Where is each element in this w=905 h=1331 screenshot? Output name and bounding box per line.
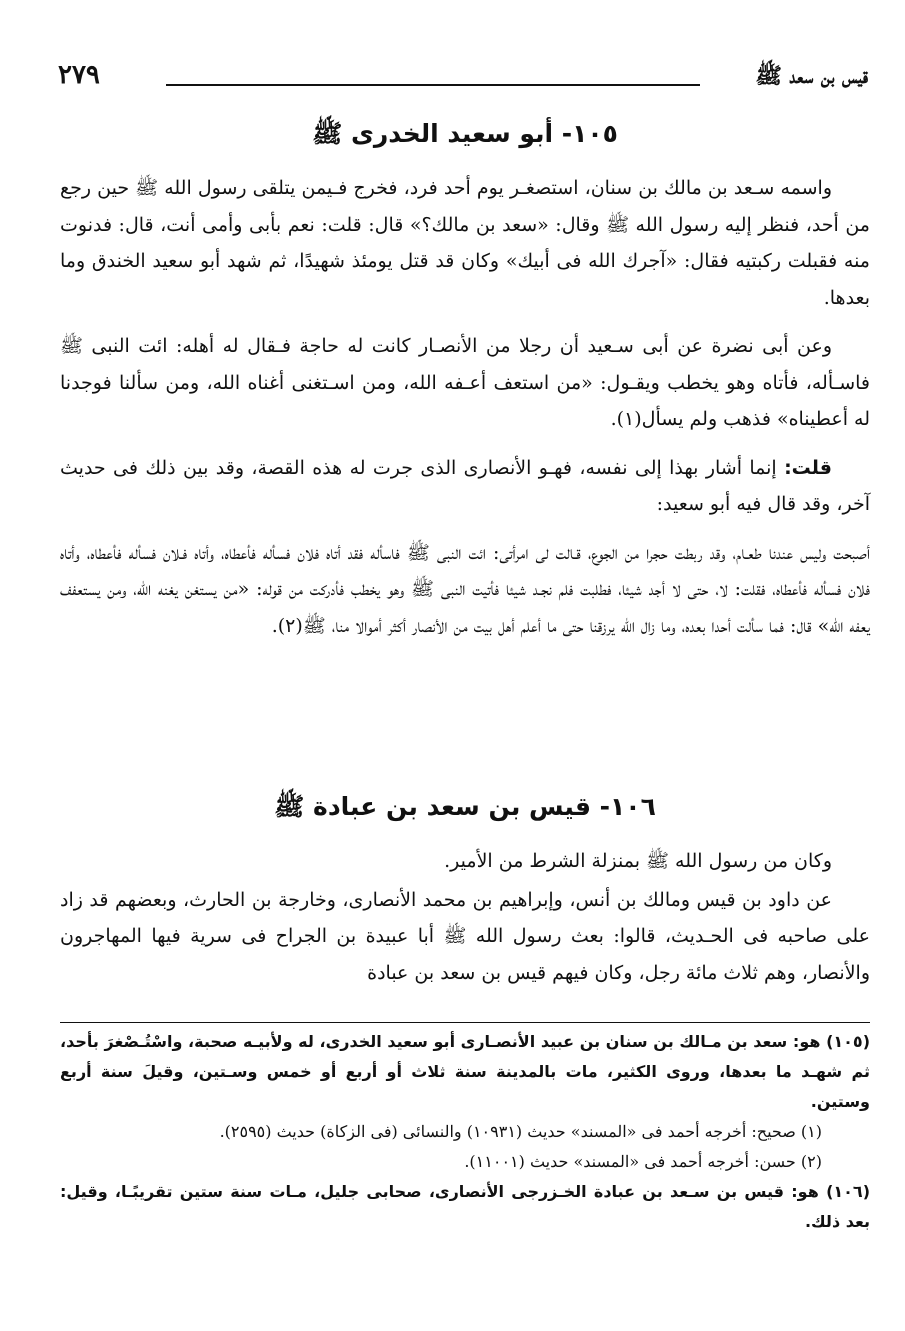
- section-heading-106: ١٠٦- قيس بن سعد بن عبادة ﷺ: [274, 792, 656, 821]
- paragraph: واسمه سـعد بن مالك بن سنان، استصغـر يوم أحد فرد، فخرج فـيمن يتلقى رسول الله ﷺ حين رجع من أحد، فنظر إليه رسول الله ﷺ وقال: «سعد بن مالك؟» قال: قلت: نعم بأبى وأمى أنت، قال: فدنوت منه فقبلت ركبتيه فقال: «آجرك الله فى أبيك» وكان قد قتل يومئذ شهيدًا، ثم شهد أبو سعيد الخندق وما بعدها.: [60, 177, 870, 309]
- footnotes: [60, 1027, 870, 1237]
- running-header: [58, 62, 868, 102]
- footnote-1: (١) صحيح: أخرجه أحمد فى «المسند» حديث (١٠٩٣١) والنسائى (فى الزكاة) حديث (٢٥٩٥).: [219, 1122, 822, 1141]
- header-rule: [166, 84, 700, 86]
- qultu-label: قلت:: [784, 456, 832, 479]
- footnote-106: (١٠٦) هو: قيس بن سـعد بن عبادة الخـزرجى الأنصارى، صحابى جليل، مـات سنة ستين تقريبًـا، وقيل: بعد ذلك.: [60, 1182, 870, 1231]
- paragraph: وعن أبى نضرة عن أبى سـعيد أن رجلا من الأنصـار كانت له حاجة فـقال له أهله: ائت النبى ﷺ فاسـأله، فأتاه وهو يخطب ويقـول: «من استعف أعـفه الله، ومن اسـتغنى أغناه الله، ومن سألنا فوجدنا له أعطيناه» فذهب ولم يسأل(١).: [60, 335, 870, 430]
- section-106-body: [60, 843, 870, 991]
- section-105-body: [60, 170, 870, 644]
- paragraph: وكان من رسول الله ﷺ بمنزلة الشرط من الأمير.: [444, 850, 832, 872]
- footnote-separator: [60, 1022, 870, 1023]
- section-heading-105: ١٠٥- أبو سعيد الخدرى ﷺ: [312, 119, 618, 148]
- qultu-text: إنما أشار بهذا إلى نفسه، فهـو الأنصارى الذى جرت له هذه القصة، وقد بين ذلك فى حديث آخر، وقد قال فيه أبو سعيد:: [60, 456, 870, 515]
- footnote-2: (٢) حسن: أخرجه أحمد فى «المسند» حديث (١١٠٠١).: [464, 1152, 822, 1171]
- hadith-paragraph: أصبحت وليس عندنا طعـام، وقد ربطت حجرا من الجوع، قـالت لى امرأتى: ائت النبى ﷺ فاسأله فقد أتاه فلان فسأله فأعطاه، وأتاه فـلان فسأله فأعطاه، وأتاه فلان فسأله فأعطاه، فقلت: لا، حتى لا أجد شيئا، فطلبت فلم نجـد شيئا فأتيت النبى ﷺ وهو يخطب فأدركت من قوله: «من يستغن يغنه الله، ومن يستعفف يعفه الله» قال: فما سألت أحدا بعده، وما زال الله يرزقنا حتى ما أعلم أهل بيت من الأنصار أكثر أموالا منا، ﷺ(٢).: [60, 541, 870, 637]
- page-number: ٢٧٩: [58, 60, 100, 90]
- paragraph: عن داود بن قيس ومالك بن أنس، وإبراهيم بن محمد الأنصارى، وخارجة بن الحارث، وبعضهم قد زاد على صاحبه فى الحـديث، قالوا: بعث رسول الله ﷺ أبا عبيدة بن الجراح فى سرية فيها المهاجرون والأنصار، وهم ثلاث مائة رجل، وكان فيهم قيس بن سعد بن عبادة: [60, 888, 870, 984]
- running-title: قيس بن سعد ﷺ: [755, 63, 868, 89]
- footnote-105: (١٠٥) هو: سعد بن مـالك بن سنان بن عبيد الأنصـارى أبو سعيد الخدرى، له ولأبيـه صحبة، واسْتُـصْغرَ بأحد، ثم شهـد ما بعدها، وروى الكثير، مات بالمدينة سنة ثلاث أو أربع أو خمس وسـتين، وقيلَ سنة أربع وستين.: [60, 1032, 870, 1111]
- qultu-paragraph: [60, 450, 870, 523]
